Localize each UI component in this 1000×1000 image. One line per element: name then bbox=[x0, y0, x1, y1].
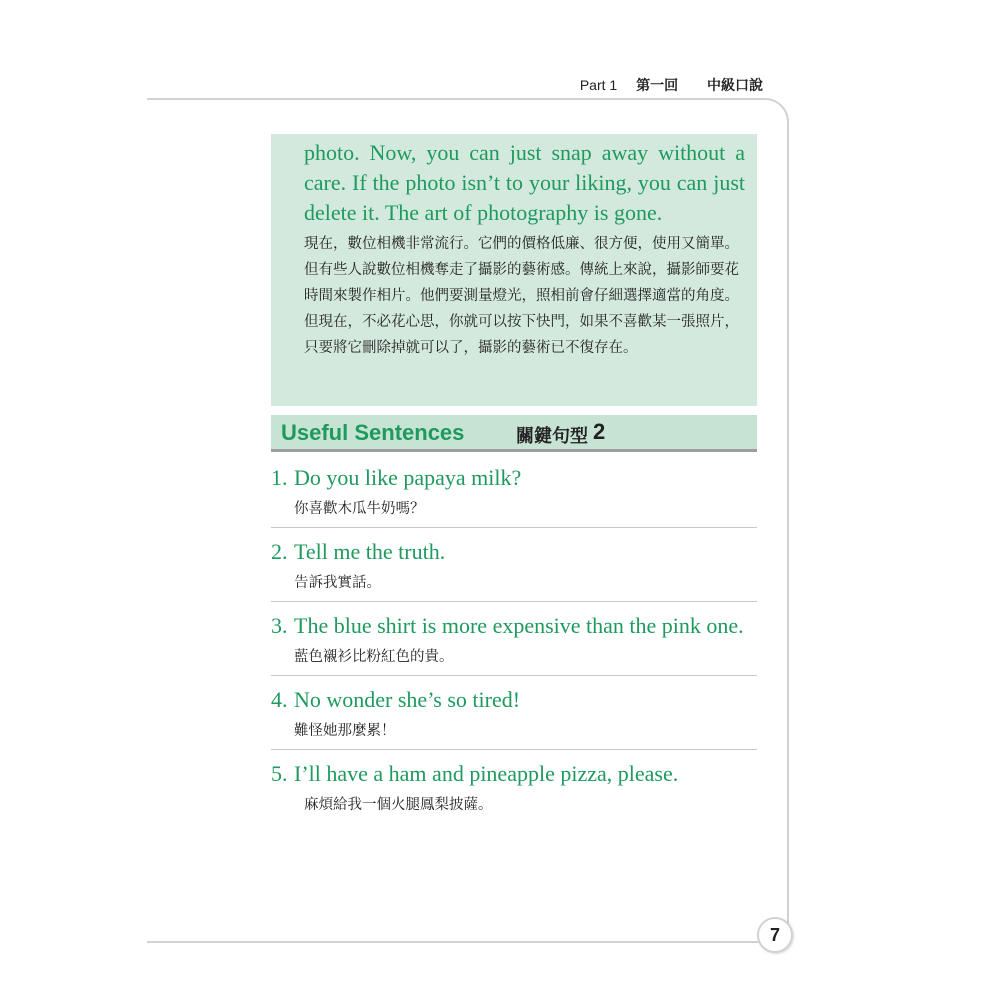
sentence-item bbox=[271, 610, 757, 676]
passage-english: photo. Now, you can just snap away without a care. If the photo isn’t to your liking, you can just delete it. The art of photography is gone. bbox=[304, 140, 745, 225]
sentence-english: Tell me the truth. bbox=[294, 539, 446, 564]
sentence-item bbox=[271, 684, 757, 750]
sentence-number: 1. bbox=[271, 465, 288, 490]
running-header bbox=[580, 75, 763, 95]
useful-sentences-title-zh: 關鍵句型 bbox=[516, 426, 588, 447]
sentence-number: 5. bbox=[271, 761, 288, 786]
sentence-number: 2. bbox=[271, 539, 288, 564]
sentence-english: The blue shirt is more expensive than the pink one. bbox=[294, 613, 744, 638]
sentence-english: No wonder she’s so tired! bbox=[294, 687, 521, 712]
sentence-number: 4. bbox=[271, 687, 288, 712]
sentence-chinese: 難怪她那麼累！ bbox=[294, 723, 396, 739]
passage-chinese: 現在，數位相機非常流行。它們的價格低廉、很方便，使用又簡單。但有些人說數位相機奪走了攝影的藝術感。傳統上來說，攝影師要花時間來製作相片。他們要測量燈光，照相前會仔細選擇適當的角度。但現在，不必花心思，你就可以按下快門，如果不喜歡某一張照片，只要將它刪除掉就可以了，攝影的藝術已不復存在。 bbox=[304, 236, 739, 356]
sentence-item bbox=[271, 536, 757, 602]
useful-sentences-bar bbox=[271, 415, 757, 452]
useful-sentences-title: Useful Sentences bbox=[281, 420, 465, 445]
sentence-english: Do you like papaya milk? bbox=[294, 465, 522, 490]
header-section: 中級口說 bbox=[707, 78, 763, 94]
header-chapter: 第一回 bbox=[636, 78, 679, 94]
sentence-chinese: 告訴我實話。 bbox=[294, 575, 381, 591]
useful-sentences-number: 2 bbox=[593, 419, 606, 444]
sentence-item bbox=[271, 462, 757, 528]
sentence-english: I’ll have a ham and pineapple pizza, please. bbox=[294, 761, 679, 786]
sentence-list bbox=[271, 462, 757, 831]
page-number: 7 bbox=[757, 917, 793, 953]
sentence-chinese: 藍色襯衫比粉紅色的貴。 bbox=[294, 649, 454, 665]
sentence-chinese: 你喜歡木瓜牛奶嗎？ bbox=[294, 501, 425, 517]
sentence-number: 3. bbox=[271, 613, 288, 638]
sentence-item bbox=[271, 758, 757, 823]
sentence-chinese: 麻煩給我一個火腿鳳梨披薩。 bbox=[304, 797, 493, 813]
header-part: Part 1 bbox=[579, 77, 618, 93]
passage-box bbox=[271, 134, 757, 406]
